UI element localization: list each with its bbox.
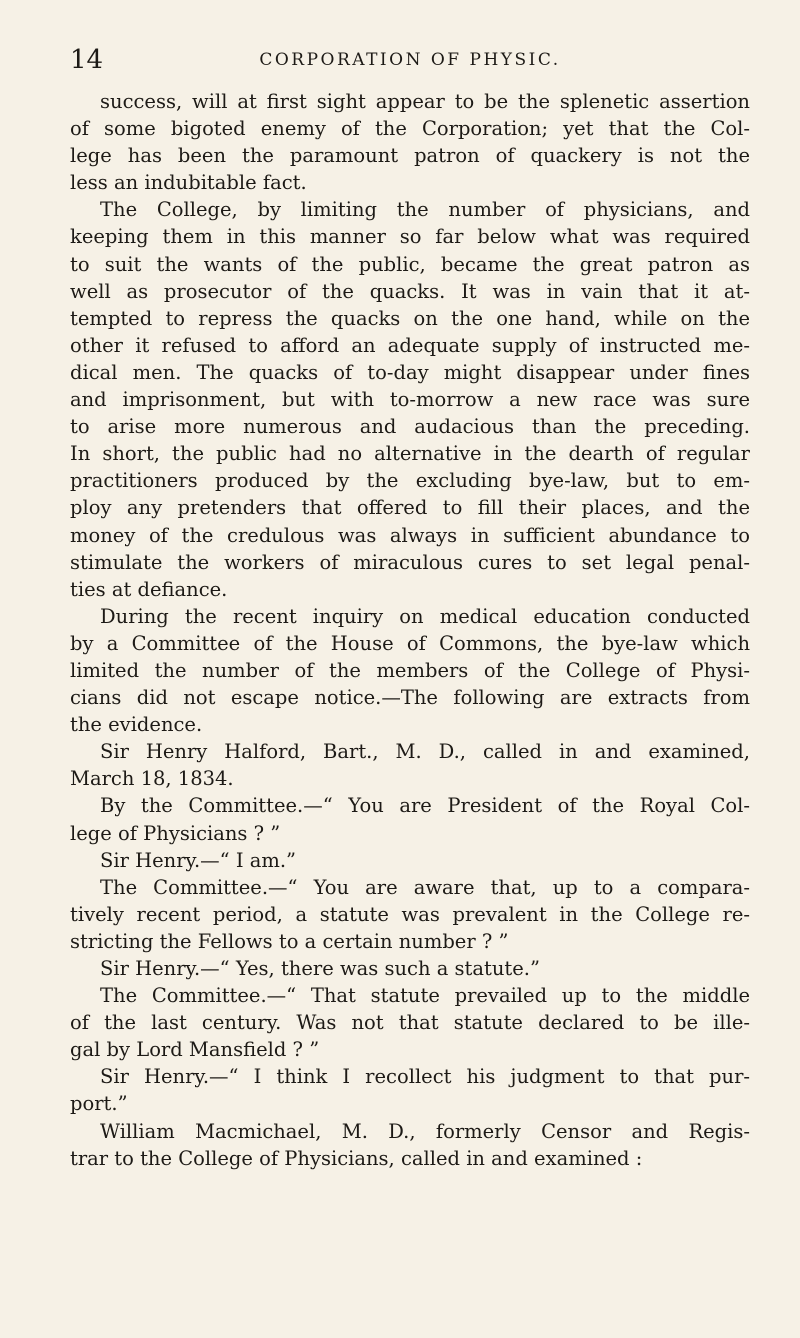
text-line: The Committee.—“ That statute prevailed up to the middle	[100, 984, 750, 1008]
paragraph	[70, 955, 750, 982]
text-line: The College, by limiting the number of physicians, and	[100, 198, 750, 222]
text-line: lege of Physicians ? ”	[70, 821, 281, 845]
text-line: ploy any pretenders that offered to fill their places, and the	[70, 496, 750, 520]
paragraph	[70, 196, 750, 602]
text-line: practitioners produced by the excluding bye-law, but to em-	[70, 469, 750, 493]
text-line: March 18, 1834.	[70, 767, 234, 791]
text-line: tempted to repress the quacks on the one hand, while on the	[70, 306, 750, 330]
text-line: money of the credulous was always in sufficient abundance to	[70, 523, 750, 547]
paragraph	[70, 874, 750, 955]
text-line: By the Committee.—“ You are President of the Royal Col-	[100, 794, 750, 818]
text-line: gal by Lord Mansfield ? ”	[70, 1038, 320, 1062]
paragraph	[70, 847, 750, 874]
page-number: 14	[70, 45, 104, 75]
text-line: limited the number of the members of the College of Physi-	[70, 658, 750, 682]
text-line: well as prosecutor of the quacks. It was in vain that it at-	[70, 279, 750, 303]
text-line: Sir Henry.—“ I think I recollect his judgment to that pur-	[100, 1065, 750, 1089]
text-line: less an indubitable fact.	[70, 171, 307, 195]
paragraph	[70, 1118, 750, 1172]
text-line: other it refused to afford an adequate supply of instructed me-	[70, 333, 750, 357]
paragraph	[70, 88, 750, 196]
text-line: port.”	[70, 1092, 128, 1116]
text-line: trar to the College of Physicians, called in and examined :	[70, 1146, 643, 1170]
text-line: of some bigoted enemy of the Corporation; yet that the Col-	[70, 117, 750, 141]
text-line: Sir Henry.—“ I am.”	[100, 848, 297, 872]
text-line: During the recent inquiry on medical education conducted	[100, 604, 750, 628]
text-line: Sir Henry.—“ Yes, there was such a statute.”	[100, 957, 540, 980]
text-line: by a Committee of the House of Commons, the bye-law which	[70, 631, 750, 655]
text-line: cians did not escape notice.—The following are extracts from	[70, 686, 750, 710]
text-line: and imprisonment, but with to-morrow a new race was sure	[70, 388, 750, 412]
text-line: ties at defiance.	[70, 577, 228, 601]
text-line: stricting the Fellows to a certain number ? ”	[70, 929, 509, 953]
text-line: In short, the public had no alternative in the dearth of regular	[70, 442, 750, 466]
text-line: success, will at first sight appear to be the splenetic assertion	[100, 90, 750, 113]
paragraph	[70, 738, 750, 792]
body-text	[70, 88, 750, 1172]
text-line: stimulate the workers of miraculous cures to set legal penal-	[70, 550, 750, 574]
text-line: lege has been the paramount patron of quackery is not the	[70, 144, 750, 168]
text-line: dical men. The quacks of to-day might disappear under fines	[70, 360, 750, 384]
page-header	[70, 44, 750, 76]
text-line: the evidence.	[70, 713, 203, 737]
paragraph	[70, 792, 750, 846]
text-line: keeping them in this manner so far below what was required	[70, 225, 750, 249]
paragraph	[70, 603, 750, 738]
text-line: of the last century. Was not that statute declared to be ille-	[70, 1011, 750, 1035]
paragraph	[70, 1063, 750, 1117]
text-line: The Committee.—“ You are aware that, up to a compara-	[100, 875, 750, 899]
paragraph	[70, 982, 750, 1063]
text-line: to suit the wants of the public, became the great patron as	[70, 252, 750, 276]
text-line: tively recent period, a statute was prevalent in the College re-	[70, 902, 750, 926]
text-line: Sir Henry Halford, Bart., M. D., called in and examined,	[100, 740, 750, 764]
text-line: to arise more numerous and audacious than the preceding.	[70, 415, 750, 439]
text-line: William Macmichael, M. D., formerly Censor and Regis-	[100, 1119, 750, 1143]
running-head: CORPORATION OF PHYSIC.	[259, 50, 561, 70]
